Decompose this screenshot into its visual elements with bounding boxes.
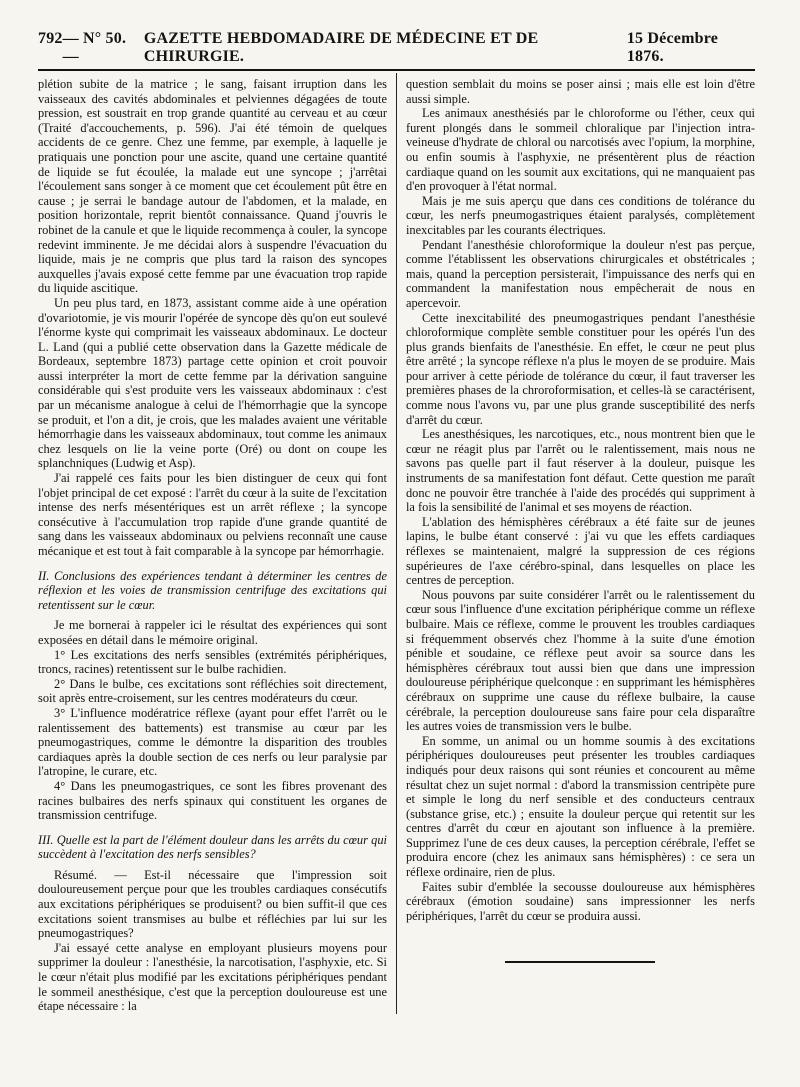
paragraph: Je me bornerai à rappeler ici le résultat des expériences qui sont exposées en détail dans le mémoire original. xyxy=(38,618,387,647)
paragraph: Faites subir d'emblée la secousse douloureuse aux hémisphères cérébraux (émotion soudaine) sans impressionner les nerfs périphériques, l'arrêt du cœur se produira aussi. xyxy=(405,879,755,923)
section-heading-ii: II. Conclusions des expériences tendant à déterminer les centres de réflexion et les voies de transmission centrifuge des excitations qui retentissent sur le cœur. xyxy=(38,568,387,612)
paragraph: plétion subite de la matrice ; le sang, faisant irruption dans les vaisseaux des cavités abdominales et pelviennes dégagées de toute pression, est soustrait en trop grande quantité au cerveau et au cœur (Traité d'accouchements, p. 596). J'ai été témoin de quelques accidents de ce genre. Chez une femme, par exemple, à laquelle je pratiquais une ponction pour une ascite, quand une certaine quantité de liquide se fut écoulée, la malade eut une syncope ; j'arrêtai l'écoulement sans songer à ce moment que cet écoulement pût être en cause ; je serrai le bandage autour de l'abdomen, et la malade, en position horizontale, reprit bientôt connaissance. Quand j'ouvris le robinet de la canule et que le liquide recommença à couler, la syncope redevint imminente. Je me décidai alors à suspendre l'évacuation du liquide, mais je ne compris que plus tard la raison des syncopes auxquelles j'avais exposé cette femme par une évacuation trop rapide du liquide ascitique. xyxy=(38,77,387,296)
paragraph: question semblait du moins se poser ainsi ; mais elle est loin d'être aussi simple. xyxy=(405,77,755,106)
paragraph: J'ai rappelé ces faits pour les bien distinguer de ceux qui font l'objet principal de cet exposé : l'arrêt du cœur à la suite de l'excitation intense des nerfs mésentériques est un arrêt réflexe ; la syncope consécutive à l'accumulation trop rapide d'une grande quantité de sang dans les vaisseaux abdominaux ou pelviens reconnaît une cause mécanique et est tout à fait comparable à la syncope par hémorrhagie. xyxy=(38,471,387,558)
page-number: 792 xyxy=(38,30,63,47)
end-rule xyxy=(505,961,655,963)
paragraph: En somme, un animal ou un homme soumis à des excitations périphériques douloureuses peut présenter les troubles cardiaques indiqués pour deux raisons qui sont réunies et concourent au même résultat chez un sujet normal : d'abord la transmission centripète pure et simple le long du nerf sensible et des conducteurs centraux (substance grise, etc.) ; ensuite la douleur perçue qui retentit sur les centres d'arrêt du cœur en ajoutant son influence à la première. Supprimez l'une de ces deux causes, la perception cérébrale, l'effet se produira encore (chez les animaux sans hémisphères) : ce sera un réflexe ordinaire, rien de plus. xyxy=(405,733,755,880)
journal-title: GAZETTE HEBDOMADAIRE DE MÉDECINE ET DE CHIRURGIE. xyxy=(143,30,539,65)
text-columns xyxy=(38,77,755,1014)
page-header xyxy=(38,30,755,71)
section-heading-iii: III. Quelle est la part de l'élément douleur dans les arrêts du cœur qui succèdent à l'excitation des nerfs sensibles? xyxy=(38,832,387,862)
paragraph: Cette inexcitabilité des pneumogastriques pendant l'anesthésie chloroformique complète semble constituer pour les opérés l'un des plus grands bienfaits de l'anesthésie. En effet, le cœur ne peut plus être arrêté ; la syncope réflexe n'a plus le moyen de se produire. Mais pour arriver à cette période de tolérance du cœur, il faut traverser les premières phases de la chroroformisation, et celles-là se caractérisent, comme nous l'avons vu, par une plus grande susceptibilité des nerfs d'arrêt du cœur. xyxy=(405,310,755,427)
right-column xyxy=(397,77,755,1014)
paragraph: Les animaux anesthésiés par le chloroforme ou l'éther, ceux qui furent plongés dans le sommeil chloralique par l'injection intra-veineuse d'hydrate de chloral ou narcotisés avec l'opium, la morphine, ou enfin soumis à l'asphyxie, ne présentèrent plus de réaction cardiaque quand on les soumit aux excitations, qui ne manquaient pas d'en provoquer à l'état normal. xyxy=(405,106,755,194)
summary-paragraph: Résumé. — Est-il nécessaire que l'impression soit douloureusement perçue pour que les troubles cardiaques consécutifs aux excitations périphériques se produisent? ou bien suffit-il que ces excitations soient transmises au bulbe et réfléchies par lui sur les pneumogastriques? xyxy=(38,867,387,941)
issue-number: — N° 50. — xyxy=(62,30,127,65)
list-item: 1° Les excitations des nerfs sensibles (extrémités périphériques, troncs, racines) retentissent sur le bulbe rachidien. xyxy=(38,647,387,677)
list-item: 2° Dans le bulbe, ces excitations sont réfléchies soit directement, soit après entre-croisement, sur les centres modérateurs du cœur. xyxy=(38,676,387,706)
issue-date: 15 Décembre 1876. xyxy=(626,30,719,65)
list-item: 3° L'influence modératrice réflexe (ayant pour effet l'arrêt ou le ralentissement des battements) est transmise au cœur par les pneumogastriques, comme le démontre la disparition des troubles cardiaques après la double section de ces nerfs ou leur paralysie par l'atropine, le curare, etc. xyxy=(38,705,387,779)
list-item: 4° Dans les pneumogastriques, ce sont les fibres provenant des racines bulbaires des nerfs spinaux qui constituent les organes de transmission centrifuge. xyxy=(38,778,387,823)
paragraph: Un peu plus tard, en 1873, assistant comme aide à une opération d'ovariotomie, je vis mourir l'opérée de syncope dès qu'on eut soulevé l'énorme kyste qui comprimait les vaisseaux abdominaux. Le docteur L. Land (qui a publié cette observation dans la Gazette médicale de Bordeaux, septembre 1873) partage cette opinion et croit pouvoir aussi interpréter la mort de cette femme par la dérivation sanguine considérable qui s'est produite vers les vaisseaux abdominaux : c'est par un mécanisme analogue à celui de l'hémorrhagie que la syncope se produit, et l'on a dit, je crois, que les malades avaient une véritable hémorrhagie dans les vaisseaux abdominaux, tout comme les animaux chez lesquels on lie la veine porte (Oré) ou dont on coupe les splanchniques (Ludwig et Asp). xyxy=(38,295,387,471)
paragraph: L'ablation des hémisphères cérébraux a été faite sur de jeunes lapins, le bulbe étant conservé : j'ai vu que les effets cardiaques réflexes se maintenaient, malgré la suppression de ces régions supérieures de l'axe cérébro-spinal, dans lesquelles on place les centres de perception. xyxy=(405,514,755,588)
paragraph: J'ai essayé cette analyse en employant plusieurs moyens pour supprimer la douleur : l'anesthésie, la narcotisation, l'asphyxie, etc. Si le cœur n'était plus modifié par les excitations périphériques pendant le sommeil anesthésique, c'est que la perception douloureuse est une étape nécessaire : la xyxy=(38,940,387,1014)
paragraph: Mais je me suis aperçu que dans ces conditions de tolérance du cœur, les nerfs pneumogastriques étaient paralysés, complètement inexcitables par les courants électriques. xyxy=(405,193,755,237)
left-column xyxy=(38,77,396,1014)
paragraph: Pendant l'anesthésie chloroformique la douleur n'est pas perçue, comme l'établissent les observations chirurgicales et obstétricales ; mais, quand la perception persisterait, l'impuissance des nerfs qui en commandent la manifestation nous empêcherait de nous en apercevoir. xyxy=(405,237,755,310)
paragraph: Nous pouvons par suite considérer l'arrêt ou le ralentissement du cœur sous l'influence d'une excitation périphérique comme un réflexe bulbaire. Mais ce réflexe, comme le prouvent les troubles cardiaques si fréquemment observés chez l'homme à la suite d'une émotion pénible et soudaine, ce réflexe peut avoir sa source dans les hémisphères cérébraux tout aussi bien que dans une impression douloureuse périphérique quelconque : en supprimant les hémisphères cérébraux on supprime une cause du réflexe bulbaire, la cause cérébrale, la perception douloureuse sans faire pour cela disparaître les autres voies de transmission vers le bulbe. xyxy=(405,587,755,734)
paragraph: Les anesthésiques, les narcotiques, etc., nous montrent bien que le cœur ne réagit plus par l'arrêt ou le ralentissement, mais nous ne savons pas quelle part il faut réserver à la douleur, puisque les instruments de sa manifestation font défaut. Cette question me paraît donc ne pouvoir être tranchée à l'aide des procédés qui suppriment à la fois la sensibilité de l'animal et ses moyens de réaction. xyxy=(405,427,755,515)
